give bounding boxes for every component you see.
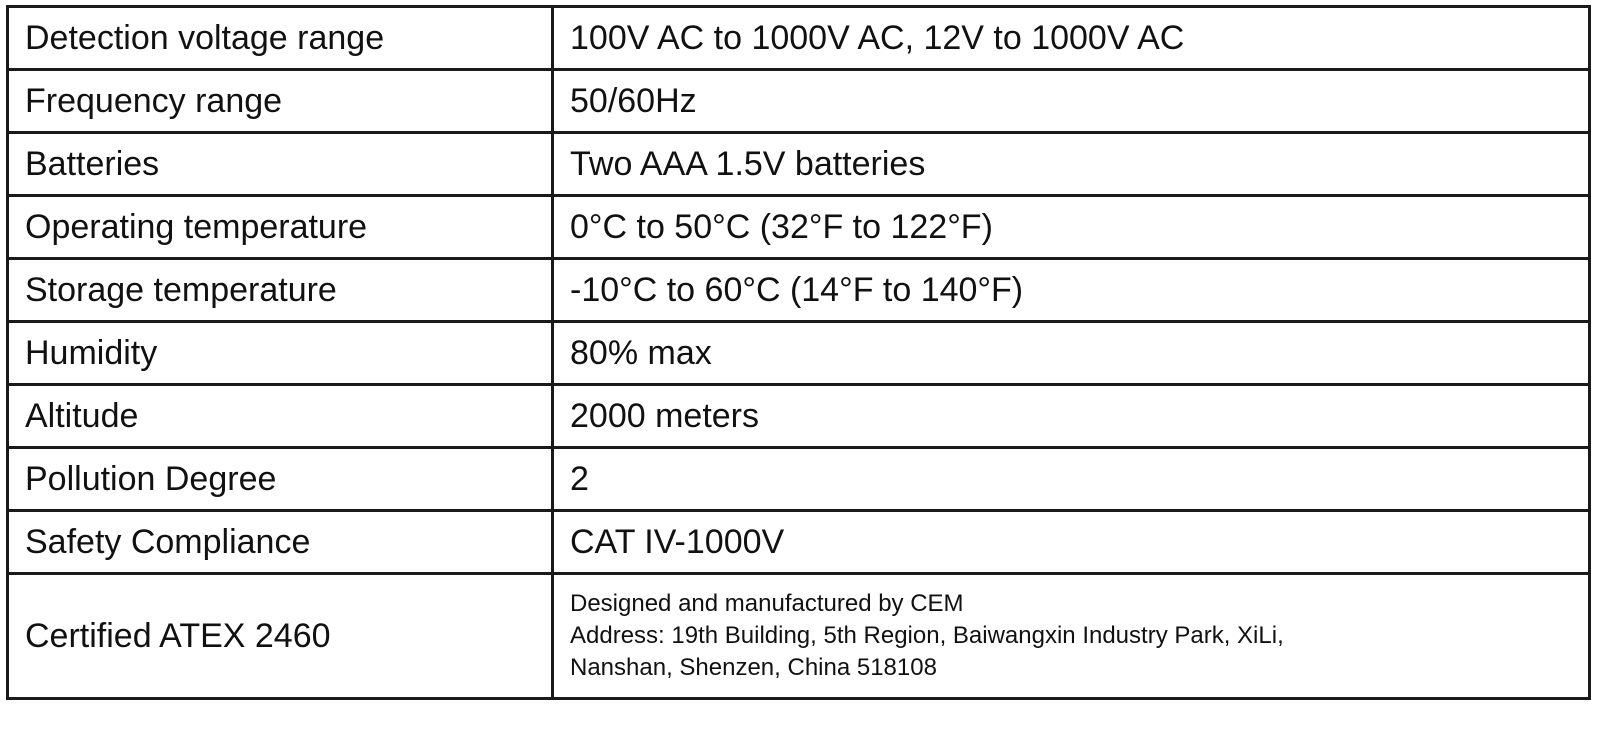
manufacturer-info (553, 574, 1590, 699)
spec-table (6, 5, 1591, 700)
table-row (8, 511, 1590, 574)
table-row (8, 7, 1590, 70)
table-row (8, 448, 1590, 511)
manufacturer-line: Designed and manufactured by CEM (570, 590, 964, 617)
spec-value: 2000 meters (553, 385, 1590, 448)
table-row (8, 259, 1590, 322)
table-row (8, 196, 1590, 259)
spec-value: 50/60Hz (553, 70, 1590, 133)
spec-label: Altitude (8, 385, 553, 448)
spec-label: Pollution Degree (8, 448, 553, 511)
spec-label: Detection voltage range (8, 7, 553, 70)
spec-value: -10°C to 60°C (14°F to 140°F) (553, 259, 1590, 322)
spec-label: Batteries (8, 133, 553, 196)
table-row (8, 70, 1590, 133)
table-row (8, 322, 1590, 385)
spec-value: 100V AC to 1000V AC, 12V to 1000V AC (553, 7, 1590, 70)
table-row (8, 133, 1590, 196)
spec-label: Safety Compliance (8, 511, 553, 574)
spec-label: Humidity (8, 322, 553, 385)
certification-label: Certified ATEX 2460 (8, 574, 553, 699)
spec-label: Operating temperature (8, 196, 553, 259)
spec-value: Two AAA 1.5V batteries (553, 133, 1590, 196)
address-line-2: Nanshan, Shenzen, China 518108 (570, 654, 937, 681)
spec-value: 80% max (553, 322, 1590, 385)
spec-value: 0°C to 50°C (32°F to 122°F) (553, 196, 1590, 259)
spec-label: Storage temperature (8, 259, 553, 322)
spec-value: CAT IV-1000V (553, 511, 1590, 574)
spec-label: Frequency range (8, 70, 553, 133)
address-line-1: Address: 19th Building, 5th Region, Baiwangxin Industry Park, XiLi, (570, 622, 1284, 649)
table-row-certification (8, 574, 1590, 699)
table-row (8, 385, 1590, 448)
spec-value: 2 (553, 448, 1590, 511)
